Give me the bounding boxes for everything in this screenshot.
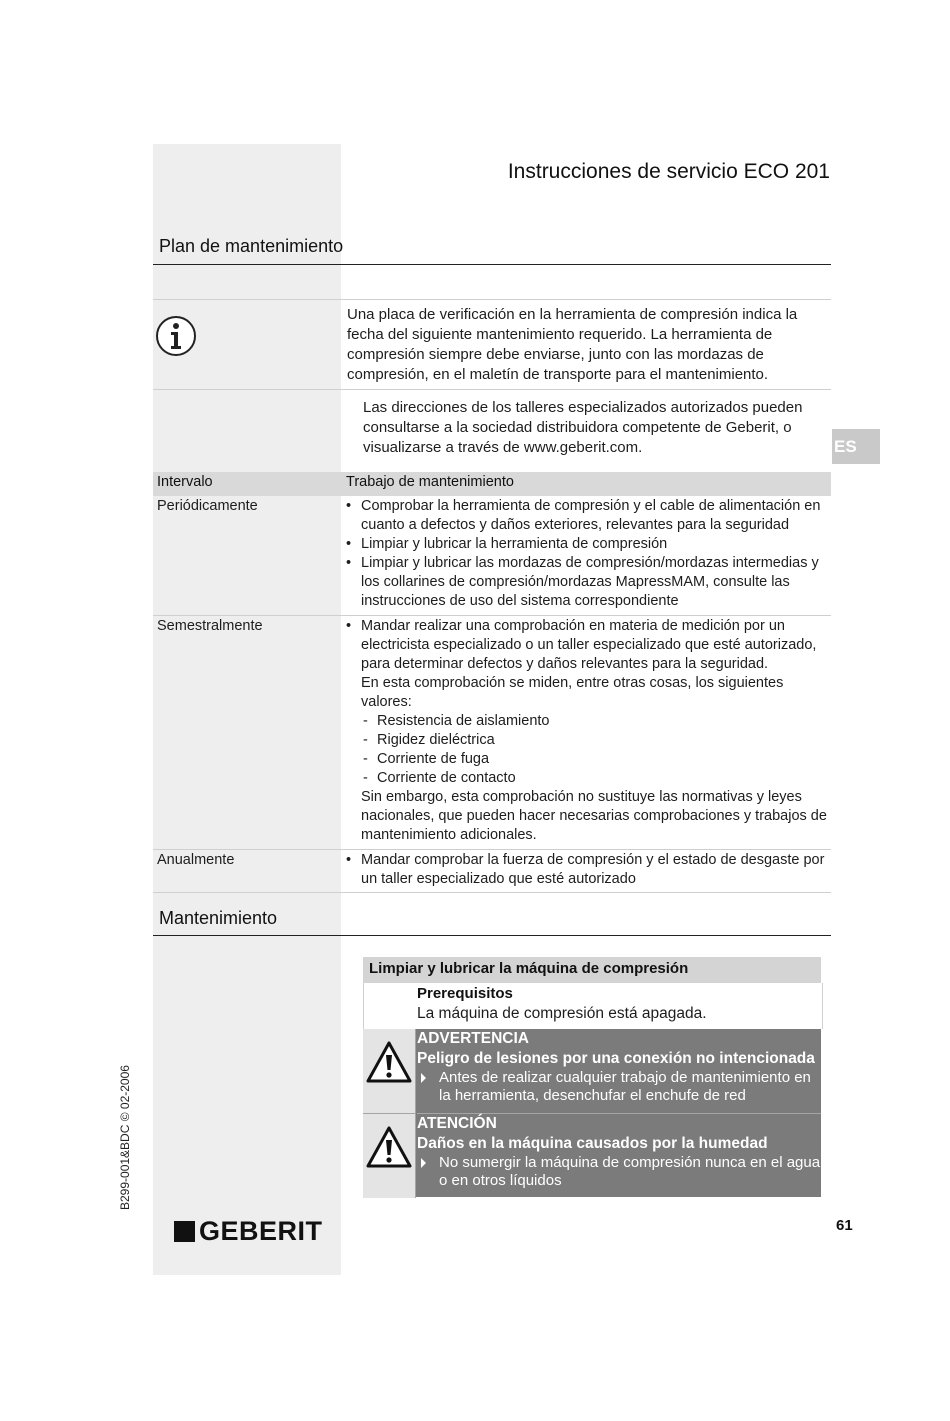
addresses-note: Las direcciones de los talleres especializados autorizados pueden consultarse a la sociedad distribuidora competente de Geberit, o visualizarse a través de www.geberit.com. (363, 399, 803, 456)
section-rule (153, 264, 831, 265)
warning-title: ADVERTENCIA (417, 1030, 529, 1047)
table-cell-interval: Semestralmente (157, 618, 263, 634)
list-item-outro: Sin embargo, esta comprobación no sustituye las normativas y leyes nacionales, que pueden hacer necesarias comprobaciones y trabajos de mantenimiento adicionales. (361, 789, 827, 843)
warning-icon-cell (363, 1113, 416, 1198)
warning-triangle-icon (366, 1041, 412, 1083)
sidebar-band (153, 144, 344, 1275)
divider (153, 299, 831, 300)
warning-icon-cell (363, 1029, 416, 1113)
divider (153, 389, 831, 390)
table-cell-work (345, 617, 827, 845)
list-item: • Limpiar y lubricar la herramienta de compresión (345, 535, 827, 554)
list-item-text: • Mandar realizar una comprobación en materia de medición por un electricista especializado o un taller especializado que esté autorizado, para determinar defectos y daños relevantes para la seguridad. (361, 618, 817, 672)
info-note-text: Una placa de verificación en la herramienta de compresión indica la fecha del siguiente mantenimiento requerido. La herramienta de compresión siempre debe enviarse, junto con las mordazas de compresión, en el maletín de transporte para el mantenimiento. (347, 306, 798, 383)
table-header-interval: Intervalo (157, 474, 213, 490)
list-item: • Limpiar y lubricar las mordazas de compresión/mordazas intermedias y los collarines de compresión/mordazas MapressMAM, consulte las instrucciones de uso del sistema correspondiente (345, 554, 827, 611)
warning-item: No sumergir la máquina de compresión nunca en el agua o en otros líquidos (417, 1154, 821, 1190)
table-cell-interval: Periódicamente (157, 498, 258, 514)
warning-text (417, 1113, 821, 1190)
prerequisites-text: La máquina de compresión está apagada. (417, 1005, 707, 1022)
list-item: • Mandar comprobar la fuerza de compresión y el estado de desgaste por un taller especializado que esté autorizado (345, 851, 827, 889)
warning-block (363, 1029, 821, 1113)
procedure-title-bar (363, 957, 821, 983)
prerequisites-block (363, 983, 823, 1029)
value-item: - Corriente de contacto (361, 769, 827, 788)
procedure-title: Limpiar y lubricar la máquina de compresión (369, 960, 689, 977)
warning-text (417, 1029, 821, 1105)
document-code: B299-001&BDC © 02-2006 (118, 1065, 132, 1210)
list-item-intro: En esta comprobación se miden, entre otras cosas, los siguientes valores: (361, 675, 784, 710)
warning-triangle-icon (366, 1126, 412, 1168)
table-cell-work (345, 497, 827, 611)
warning-subtitle: Peligro de lesiones por una conexión no intencionada (417, 1050, 815, 1067)
table-cell-interval: Anualmente (157, 852, 235, 868)
table-row-divider (153, 615, 831, 616)
warning-block (363, 1113, 821, 1197)
table-row-divider (153, 849, 831, 850)
list-item (345, 617, 827, 845)
table-header-work: Trabajo de mantenimiento (346, 474, 514, 490)
logo-wordmark: GEBERIT (199, 1216, 323, 1246)
document-title: Instrucciones de servicio ECO 201 (507, 160, 830, 183)
value-item: - Corriente de fuga (361, 750, 827, 769)
logo-square-icon (174, 1221, 195, 1242)
section-rule (153, 935, 831, 936)
list-item: • Comprobar la herramienta de compresión y el cable de alimentación en cuanto a defectos y daños exteriores, relevantes para la seguridad (345, 497, 827, 535)
prerequisites-label: Prerequisitos (417, 985, 513, 1002)
warning-item: Antes de realizar cualquier trabajo de mantenimiento en la herramienta, desenchufar el enchufe de red (417, 1069, 821, 1105)
language-tab: ES (832, 429, 880, 464)
value-item: - Resistencia de aislamiento (361, 712, 827, 731)
table-row-divider (153, 892, 831, 893)
section-heading-plan: Plan de mantenimiento (159, 236, 344, 256)
warning-subtitle: Daños en la máquina causados por la humedad (417, 1135, 768, 1152)
info-icon (155, 315, 197, 357)
page-number: 61 (836, 1217, 853, 1234)
section-heading-maintenance: Mantenimiento (159, 908, 278, 928)
table-cell-work (345, 851, 827, 889)
warning-title: ATENCIÓN (417, 1115, 497, 1132)
value-item: - Rigidez dieléctrica (361, 731, 827, 750)
